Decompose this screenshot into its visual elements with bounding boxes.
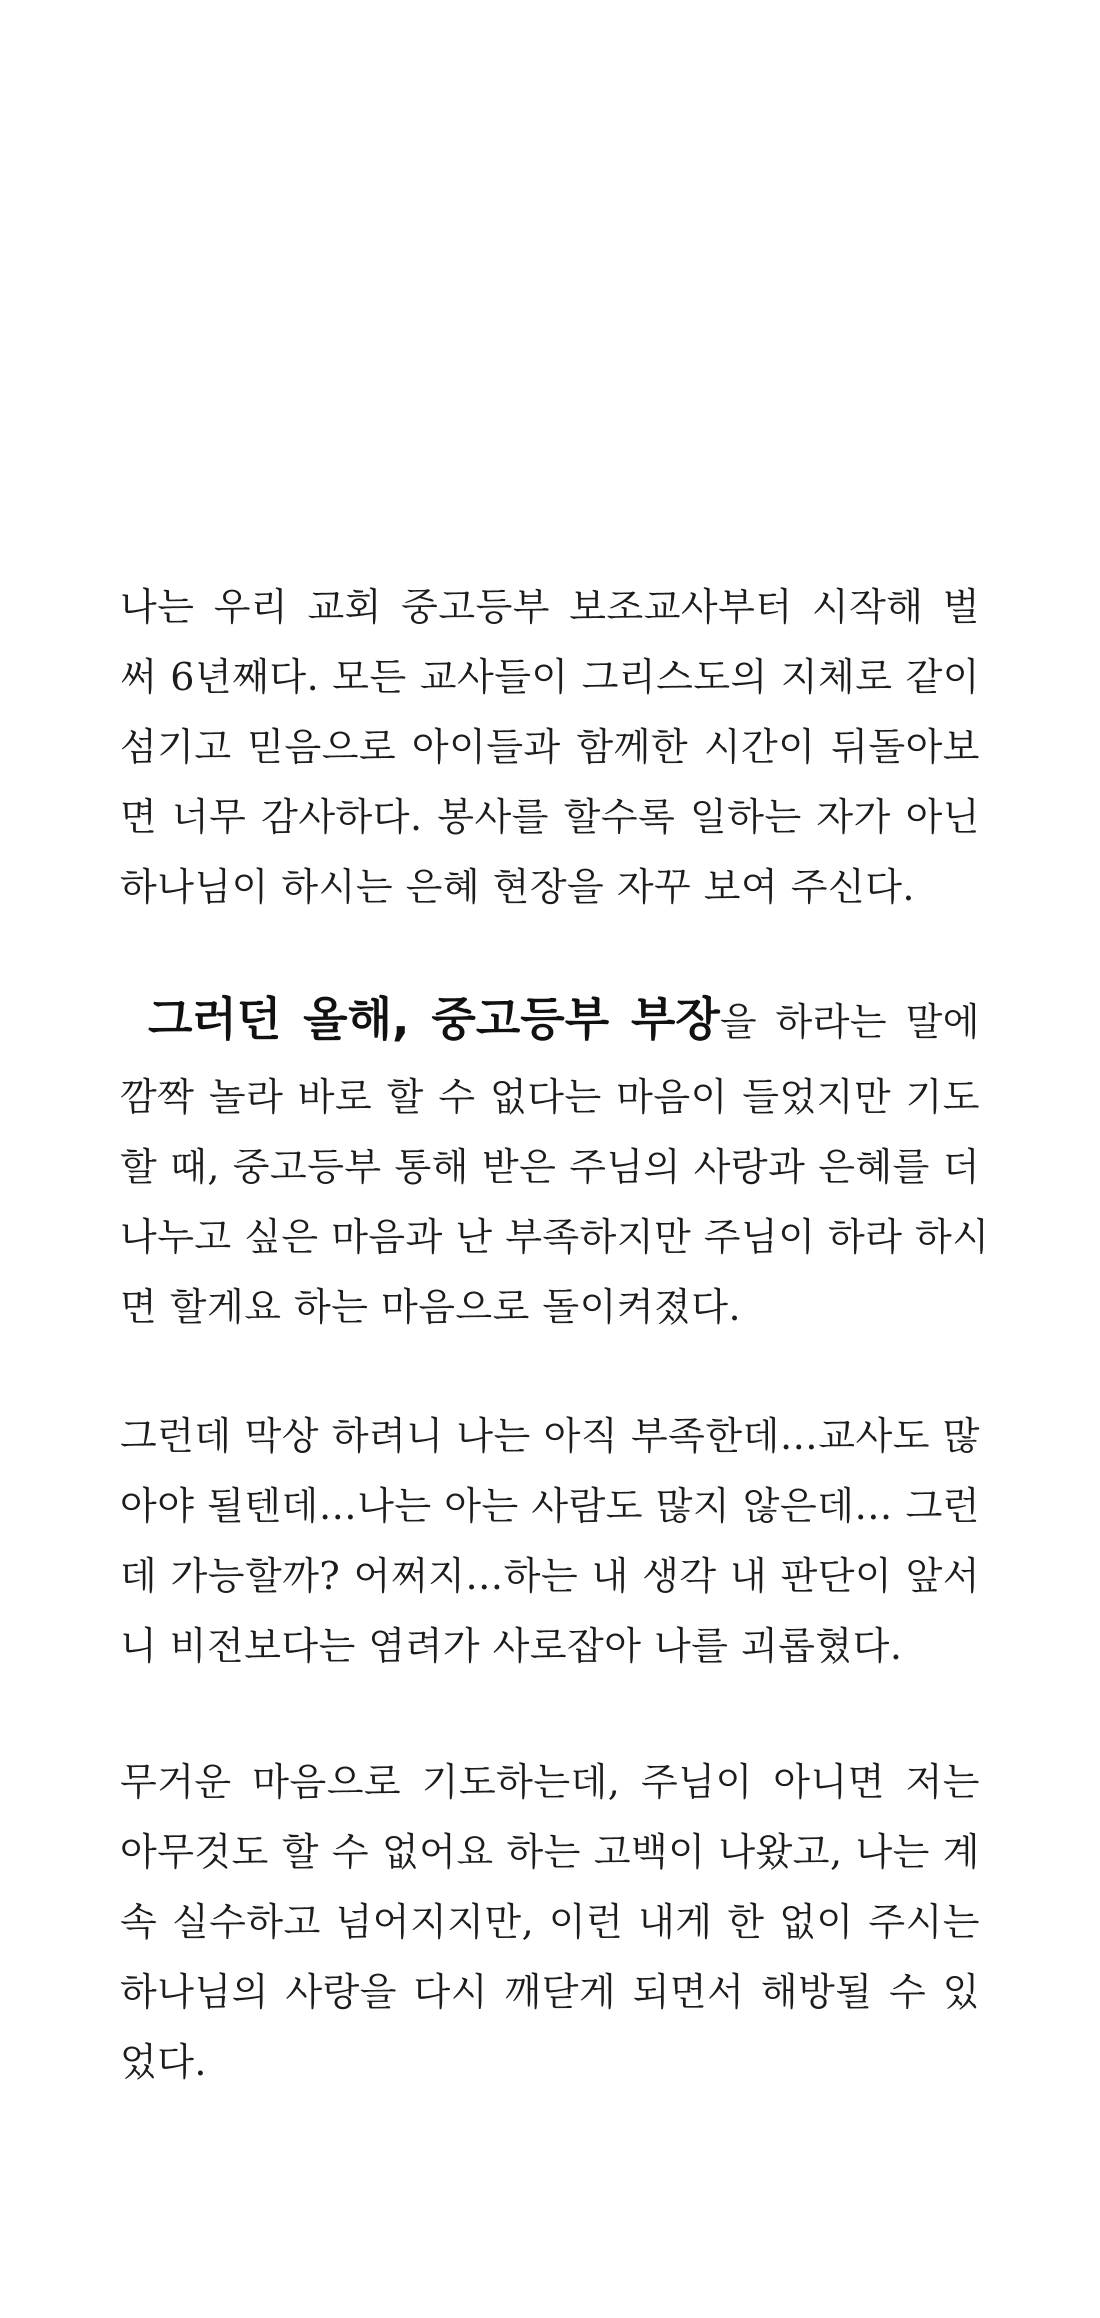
paragraph-line: 아무것도 할 수 없어요 하는 고백이 나왔고, 나는 계 <box>120 1830 980 1874</box>
paragraph-line: 니 비전보다는 염려가 사로잡아 나를 괴롭혔다. <box>120 1624 903 1668</box>
paragraph-line: 데 가능할까? 어쩌지…하는 내 생각 내 판단이 앞서 <box>120 1554 980 1598</box>
paragraph-line: 할 때, 중고등부 통해 받은 주님의 사랑과 은혜를 더 <box>120 1145 980 1189</box>
paragraph-line: 섬기고 믿음으로 아이들과 함께한 시간이 뒤돌아보 <box>120 725 980 769</box>
paragraph-line: 써 6년째다. 모든 교사들이 그리스도의 지체로 같이 <box>120 655 980 699</box>
paragraph-line: 그런데 막상 하려니 나는 아직 부족한데…교사도 많 <box>120 1414 980 1458</box>
paragraph-line: 깜짝 놀라 바로 할 수 없다는 마음이 들었지만 기도 <box>120 1075 980 1119</box>
paragraph-line: 하나님의 사랑을 다시 깨닫게 되면서 해방될 수 있 <box>120 1970 980 2014</box>
paragraph-line: 하나님이 하시는 은혜 현장을 자꾸 보여 주신다. <box>120 865 916 909</box>
paragraph-first-line <box>120 992 980 1046</box>
paragraph-line: 무거운 마음으로 기도하는데, 주님이 아니면 저는 <box>120 1760 980 1804</box>
headline-rest: 을 하라는 말에 <box>719 1000 980 1044</box>
paragraph-line: 나누고 싶은 마음과 난 부족하지만 주님이 하라 하시 <box>120 1215 990 1259</box>
paragraph-line: 었다. <box>120 2040 207 2084</box>
paragraph-line: 면 할게요 하는 마음으로 돌이켜졌다. <box>120 1285 742 1329</box>
headline-highlight: 그러던 올해, 중고등부 부장 <box>148 992 720 1046</box>
paragraph-line: 아야 될텐데…나는 아는 사람도 많지 않은데… 그런 <box>120 1484 980 1528</box>
paragraph-line: 속 실수하고 넘어지지만, 이런 내게 한 없이 주시는 <box>120 1900 980 1944</box>
paragraph-line: 나는 우리 교회 중고등부 보조교사부터 시작해 벌 <box>120 585 980 629</box>
paragraph-line: 면 너무 감사하다. 봉사를 할수록 일하는 자가 아닌 <box>120 795 980 839</box>
